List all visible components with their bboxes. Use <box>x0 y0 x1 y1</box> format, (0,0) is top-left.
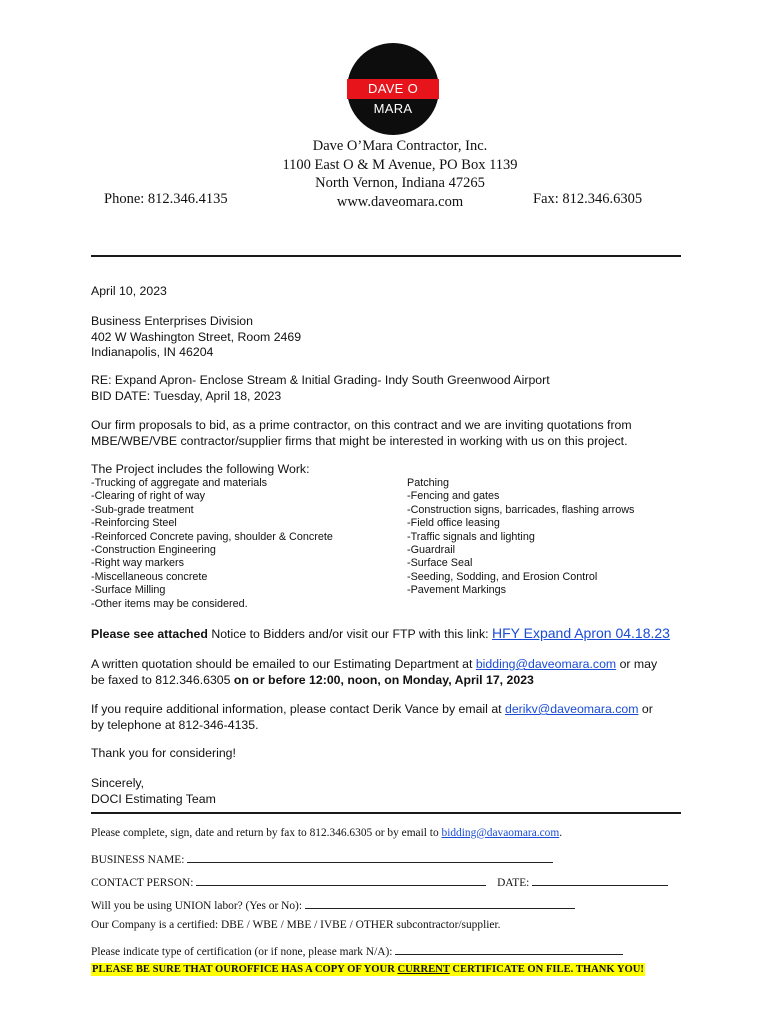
work-item: -Construction Engineering <box>91 544 216 557</box>
notice-highlight <box>91 963 645 976</box>
work-item: -Pavement Markings <box>407 584 507 597</box>
work-list-right <box>407 477 634 598</box>
bidding-email-link[interactable]: bidding@daveomara.com <box>475 657 617 671</box>
work-item: -Trucking of aggregate and materials <box>91 477 268 489</box>
work-item: -Field office leasing <box>407 517 500 530</box>
certificate-notice <box>91 963 645 975</box>
attached-notice <box>91 626 670 643</box>
work-item: -Reinforced Concrete paving, shoulder & Concrete <box>91 530 333 543</box>
quote-paragraph <box>91 657 657 688</box>
recipient-line: Indianapolis, IN 46204 <box>91 345 214 359</box>
closing-block <box>91 776 216 807</box>
form-email-link[interactable]: bidding@davaomara.com <box>441 827 560 839</box>
work-item: Patching <box>407 477 450 489</box>
recipient-line: 402 W Washington Street, Room 2469 <box>91 329 302 344</box>
letterhead-address <box>235 137 565 211</box>
company-phone: Phone: 812.346.4135 <box>104 191 228 207</box>
form-instruction <box>91 827 562 839</box>
info-paragraph <box>91 702 653 733</box>
company-website: www.daveomara.com <box>336 193 464 210</box>
ftp-link[interactable]: HFY Expand Apron 04.18.23 <box>491 625 670 641</box>
instruction-end: . <box>559 827 563 839</box>
subject-block <box>91 373 550 404</box>
contact-person-label: CONTACT PERSON: <box>91 877 194 889</box>
work-item: -Guardrail <box>407 544 456 557</box>
work-item: -Other items may be considered. <box>91 597 248 610</box>
letterhead-divider <box>91 255 681 257</box>
info-text: If you require additional information, please contact Derik Vance by email at <box>91 702 505 716</box>
date-label: DATE: <box>497 877 530 889</box>
certified-row: Our Company is a certified: DBE / WBE / MBE / IVBE / OTHER subcontractor/supplier. <box>91 919 501 931</box>
attached-bold: Please see attached <box>91 627 208 641</box>
re-line: RE: Expand Apron- Enclose Stream & Initial Grading- Indy South Greenwood Airport <box>91 373 550 387</box>
quote-text: A written quotation should be emailed to our Estimating Department at <box>91 657 476 671</box>
work-item: -Surface Seal <box>407 557 473 570</box>
business-name-label: BUSINESS NAME: <box>91 854 185 866</box>
bid-date: BID DATE: Tuesday, April 18, 2023 <box>91 388 282 403</box>
notice-text: PLEASE BE SURE THAT OUROFFICE HAS A COPY OF YOUR <box>92 964 398 975</box>
contact-email-link[interactable]: derikv@daveomara.com <box>505 702 639 716</box>
recipient-line: Business Enterprises Division <box>91 314 253 328</box>
work-item: -Miscellaneous concrete <box>91 570 208 583</box>
signature: DOCI Estimating Team <box>91 791 216 806</box>
letter-date: April 10, 2023 <box>91 284 167 298</box>
company-name: Dave O’Mara Contractor, Inc. <box>312 138 488 154</box>
notice-text: CERTIFICATE ON FILE. THANK YOU! <box>449 964 644 975</box>
certification-type-row <box>91 942 623 958</box>
quote-text: be faxed to 812.346.6305 <box>91 672 234 687</box>
form-divider <box>91 812 681 814</box>
intro-paragraph <box>91 418 632 449</box>
date-field[interactable] <box>532 873 668 886</box>
work-item: -Seeding, Sodding, and Erosion Control <box>407 570 598 583</box>
thanks-line: Thank you for considering! <box>91 746 236 760</box>
union-field[interactable] <box>305 896 575 909</box>
address-line-1: 1100 East O & M Avenue, PO Box 1139 <box>282 156 518 173</box>
work-item: -Construction signs, barricades, flashing arrows <box>407 503 635 516</box>
project-heading: The Project includes the following Work: <box>91 462 310 476</box>
contact-person-field[interactable] <box>196 873 486 886</box>
work-item: -Reinforcing Steel <box>91 517 177 530</box>
certification-type-label: Please indicate type of certification (or if none, please mark N/A): <box>91 946 393 958</box>
company-logo <box>347 43 439 135</box>
notice-current: CURRENT <box>397 964 450 975</box>
intro-line: Our firm proposals to bid, as a prime contractor, on this contract and we are inviting quotations from <box>91 418 632 432</box>
work-item: -Right way markers <box>91 557 184 570</box>
recipient-address <box>91 314 301 361</box>
business-name-field[interactable] <box>187 850 553 863</box>
work-item: -Traffic signals and lighting <box>407 530 535 543</box>
info-text: or <box>638 702 653 716</box>
union-label: Will you be using UNION labor? (Yes or No): <box>91 900 302 912</box>
logo-text: DAVE O MARA <box>347 79 439 99</box>
instruction-text: Please complete, sign, date and return by fax to 812.346.6305 or by email to <box>91 827 442 839</box>
work-item: -Sub-grade treatment <box>91 503 194 516</box>
quote-deadline: on or before 12:00, noon, on Monday, April 17, 2023 <box>233 672 534 687</box>
closing: Sincerely, <box>91 776 145 790</box>
certification-type-field[interactable] <box>395 942 623 955</box>
contact-row <box>91 873 668 889</box>
work-item: -Clearing of right of way <box>91 490 206 503</box>
info-text: by telephone at 812-346-4135. <box>91 717 259 732</box>
work-item: -Fencing and gates <box>407 490 500 503</box>
address-line-2: North Vernon, Indiana 47265 <box>315 175 485 191</box>
company-fax: Fax: 812.346.6305 <box>533 191 643 207</box>
intro-line: MBE/WBE/VBE contractor/supplier firms that might be interested in working with us on this project. <box>91 433 628 448</box>
quote-text: or may <box>616 657 658 671</box>
business-name-row <box>91 850 553 866</box>
union-row <box>91 896 575 912</box>
work-item: -Surface Milling <box>91 584 166 597</box>
work-list-left <box>91 477 333 611</box>
attached-text: Notice to Bidders and/or visit our FTP with this link: <box>207 627 492 641</box>
